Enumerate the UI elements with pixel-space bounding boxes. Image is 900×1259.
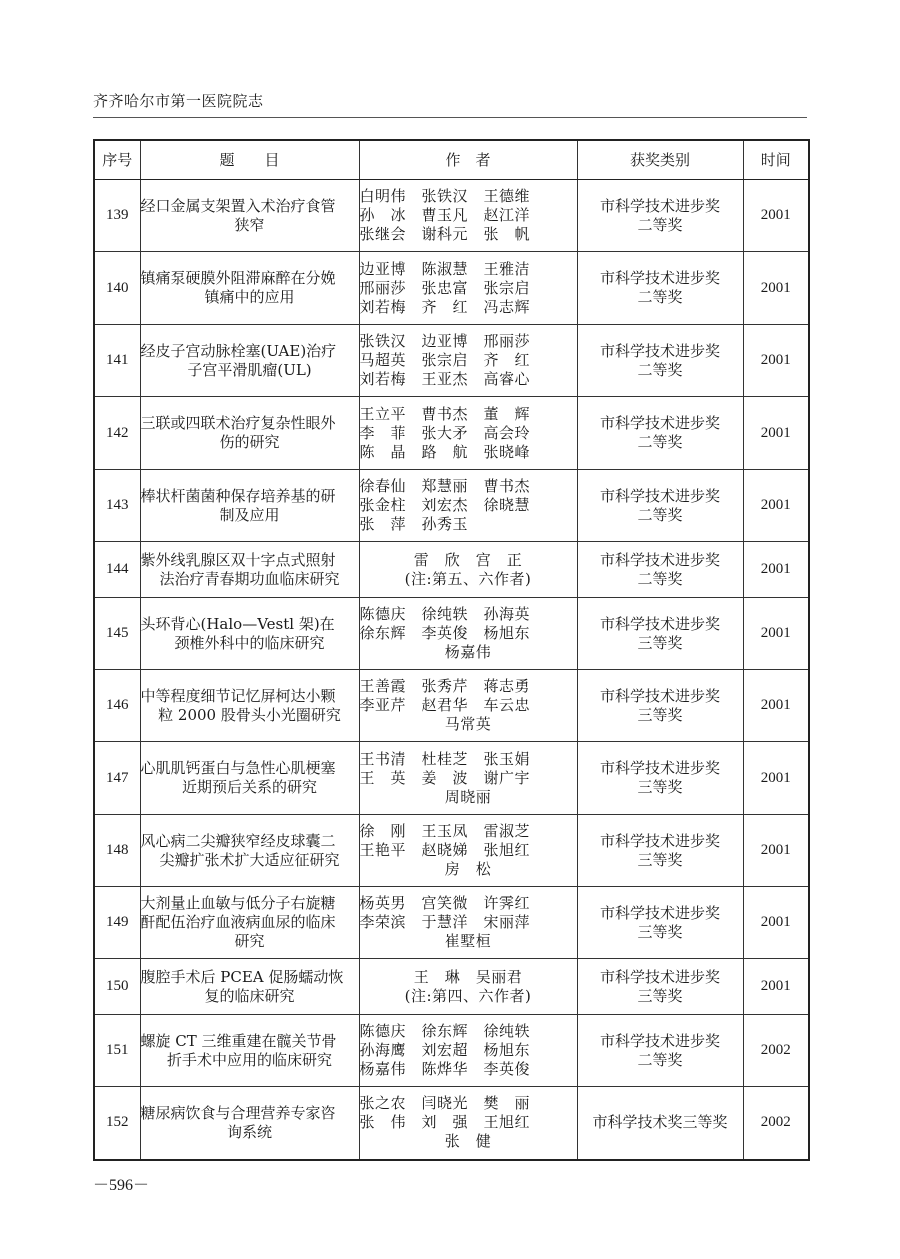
header-rule [93,117,807,118]
author-line: 张继会 谢科元 张 帆 [359,225,531,243]
cell-year: 2001 [743,959,809,1015]
table-row [94,397,809,470]
title-line: 酐配伍治疗血液病血尿的临床 [140,913,336,931]
cell-title [140,815,359,887]
category-line: 市科学技术进步奖 [599,550,720,569]
cell-category [577,397,743,470]
header-year: 时间 [743,140,809,180]
cell-authors [359,252,577,325]
author-line: 张之农 闫晓光 樊 丽 [359,1094,531,1113]
category-line: 市科学技术进步奖 [599,967,720,986]
category-line: 市科学技术进步奖 [599,414,720,432]
author-line: 张 健 [444,1132,492,1151]
category-line: 市科学技术进步奖 [599,341,720,360]
author-line: 孙 冰 曹玉凡 赵江洋 [359,206,531,224]
title-line: 风心病二尖瓣狭窄经皮球囊二 [140,831,336,850]
category-line: 二等奖 [637,215,683,234]
cell-year: 2001 [743,325,809,397]
cell-seq: 144 [94,542,140,598]
author-line: 白明伟 张铁汉 王德维 [359,187,531,205]
cell-category [577,742,743,815]
cell-seq: 139 [94,180,140,252]
cell-category [577,815,743,887]
cell-seq: 151 [94,1015,140,1087]
cell-category [577,670,743,742]
author-line: 孙海鹰 刘宏超 杨旭东 [359,1041,531,1059]
header-title: 题 目 [140,140,359,180]
category-line: 市科学技术进步奖 [599,486,720,505]
cell-category [577,470,743,542]
title-line: 研究 [234,932,265,950]
author-line: 王 英 姜 波 谢广宇 [359,768,531,787]
category-line: 市科学技术进步奖 [599,196,720,215]
cell-seq: 150 [94,959,140,1015]
category-line: 三等奖 [637,850,683,869]
header-authors: 作 者 [359,140,577,180]
author-line: 刘若梅 王亚杰 高睿心 [359,370,531,388]
author-line: 张铁汉 边亚博 邢丽莎 [359,332,531,350]
table-row [94,1015,809,1087]
author-line: 崔墅桓 [444,932,492,950]
cell-year: 2001 [743,180,809,252]
table-row [94,815,809,887]
cell-year: 2001 [743,252,809,325]
author-line: 雷 欣 宫 正 [413,550,523,569]
category-line: 三等奖 [637,705,683,724]
cell-title [140,252,359,325]
table-row [94,180,809,252]
cell-seq: 142 [94,397,140,470]
cell-year: 2001 [743,542,809,598]
category-line: 二等奖 [637,1050,683,1069]
cell-year: 2002 [743,1087,809,1160]
cell-seq: 147 [94,742,140,815]
title-line: 折手术中应用的临床研究 [166,1050,332,1069]
header-category: 获奖类别 [577,140,743,180]
title-line: 螺旋 CT 三维重建在髋关节骨 [140,1031,337,1050]
author-line: 边亚博 陈淑慧 王雅洁 [359,259,531,278]
cell-title [140,180,359,252]
cell-title [140,598,359,670]
cell-seq: 146 [94,670,140,742]
table-row [94,252,809,325]
title-line: 狭窄 [234,215,265,234]
author-line: 李 菲 张大矛 高会玲 [359,423,531,442]
author-line: 邢丽莎 张忠富 张宗启 [359,278,531,297]
title-line: 近期预后关系的研究 [181,778,317,796]
title-line: 大剂量止血敏与低分子右旋糖 [140,894,336,912]
cell-year: 2002 [743,1015,809,1087]
cell-category [577,1087,743,1160]
author-line: 陈德庆 徐东辉 徐纯轶 [359,1022,531,1040]
cell-seq: 143 [94,470,140,542]
author-line: 杨嘉伟 [444,643,492,661]
author-line: 马超英 张宗启 齐 红 [359,351,531,369]
category-line: 三等奖 [637,778,683,796]
table-row [94,598,809,670]
author-line: 王艳平 赵晓娣 张旭红 [359,841,531,859]
category-line: 市科学技术进步奖 [599,269,720,287]
table-row [94,470,809,542]
title-line: 制及应用 [219,505,280,524]
table-header-row [94,140,809,180]
cell-authors [359,325,577,397]
cell-title [140,1087,359,1160]
cell-title [140,887,359,959]
cell-title [140,325,359,397]
table-row [94,959,809,1015]
cell-authors [359,887,577,959]
author-line: 徐春仙 郑慧丽 曹书杰 [359,477,531,495]
title-line: 经皮子宫动脉栓塞(UAE)治疗 [140,341,337,360]
category-line: 市科学技术进步奖 [599,831,720,850]
title-line: 腹腔手术后 PCEA 促肠蠕动恢 [140,967,344,986]
cell-seq: 152 [94,1087,140,1160]
author-line: 徐东辉 李英俊 杨旭东 [359,624,531,642]
category-line: 三等奖 [637,986,683,1005]
category-line: 二等奖 [637,505,683,524]
cell-category [577,325,743,397]
author-line: 陈 晶 路 航 张晓峰 [359,442,531,461]
category-line: 三等奖 [637,922,683,941]
table-row [94,1087,809,1160]
title-line: 经口金属支架置入术治疗食管 [140,196,336,215]
category-line: 二等奖 [637,360,683,379]
table-row [94,887,809,959]
cell-year: 2001 [743,397,809,470]
category-line: 二等奖 [637,569,683,588]
title-line: 子宫平滑肌瘤(UL) [187,360,312,379]
title-line: 粒 2000 股骨头小光圈研究 [158,705,341,724]
cell-authors [359,742,577,815]
author-line: 李荣滨 于慧洋 宋丽萍 [359,913,531,931]
category-line: 市科学技术进步奖 [599,686,720,705]
cell-title [140,1015,359,1087]
cell-category [577,1015,743,1087]
cell-authors [359,180,577,252]
title-line: 伤的研究 [219,433,280,451]
category-line: 市科学技术进步奖 [599,614,720,633]
cell-title [140,670,359,742]
cell-authors [359,397,577,470]
title-line: 紫外线乳腺区双十字点式照射 [140,550,336,569]
category-line: 市科学技术奖三等奖 [592,1113,728,1132]
author-line: 王善霞 张秀芹 蒋志勇 [359,677,531,695]
author-line: 刘若梅 齐 红 冯志辉 [359,297,531,316]
table-row [94,325,809,397]
cell-title [140,742,359,815]
author-line: 马常英 [444,715,492,733]
cell-title [140,542,359,598]
title-line: 询系统 [226,1122,272,1141]
cell-category [577,959,743,1015]
author-line: 周晓丽 [444,787,492,806]
category-line: 二等奖 [637,433,683,451]
category-line: 市科学技术进步奖 [599,903,720,922]
cell-year: 2001 [743,887,809,959]
author-line: (注:第五、六作者) [404,569,532,588]
category-line: 市科学技术进步奖 [599,1031,720,1050]
title-line: 三联或四联术治疗复杂性眼外 [140,414,336,432]
cell-authors [359,815,577,887]
cell-category [577,180,743,252]
cell-seq: 140 [94,252,140,325]
cell-seq: 141 [94,325,140,397]
cell-seq: 149 [94,887,140,959]
cell-year: 2001 [743,815,809,887]
cell-year: 2001 [743,742,809,815]
author-line: 王 琳 吴丽君 [413,967,523,986]
title-line: 复的临床研究 [204,986,295,1005]
author-line: 杨嘉伟 陈烨华 李英俊 [359,1060,531,1078]
author-line: 徐 刚 王玉凤 雷淑芝 [359,822,531,840]
author-line: 李亚芹 赵君华 车云忠 [359,696,531,714]
table-row [94,542,809,598]
table-row [94,670,809,742]
cell-authors [359,1087,577,1160]
title-line: 法治疗青春期功血临床研究 [159,569,340,588]
cell-year: 2001 [743,470,809,542]
author-line: (注:第四、六作者) [404,986,532,1005]
author-line: 陈德庆 徐纯轶 孙海英 [359,605,531,623]
cell-title [140,470,359,542]
category-line: 三等奖 [637,633,683,652]
cell-authors [359,1015,577,1087]
cell-title [140,959,359,1015]
table-row [94,742,809,815]
author-line: 张 伟 刘 强 王旭红 [359,1113,531,1132]
cell-authors [359,598,577,670]
page-number: －596－ [93,1177,150,1194]
category-line: 二等奖 [637,288,683,306]
title-line: 颈椎外科中的临床研究 [174,633,325,652]
cell-title [140,397,359,470]
title-line: 头环背心(Halo—Vestl 架)在 [140,614,335,633]
title-line: 心肌肌钙蛋白与急性心肌梗塞 [140,759,336,777]
author-line: 房 松 [444,860,492,878]
title-line: 中等程度细节记忆屏柯达小颗 [140,686,336,705]
cell-category [577,598,743,670]
running-head: 齐齐哈尔市第一医院院志 [93,92,264,110]
cell-authors [359,542,577,598]
cell-category [577,887,743,959]
title-line: 糖尿病饮食与合理营养专家咨 [140,1103,336,1122]
author-line: 杨英男 宫笑微 许霁红 [359,894,531,912]
title-line: 棒状杆菌菌种保存培养基的研 [140,486,336,505]
cell-seq: 148 [94,815,140,887]
cell-authors [359,470,577,542]
header-seq: 序号 [94,140,140,180]
title-line: 镇痛中的应用 [204,288,295,306]
author-line: 张 萍 孙秀玉 [359,515,469,533]
awards-table [93,139,810,1161]
author-line: 王书清 杜桂芝 张玉娟 [359,749,531,768]
table-body [94,180,809,1160]
cell-authors [359,959,577,1015]
cell-category [577,542,743,598]
cell-year: 2001 [743,598,809,670]
cell-year: 2001 [743,670,809,742]
author-line: 王立平 曹书杰 董 辉 [359,404,531,423]
title-line: 镇痛泵硬膜外阻滞麻醉在分娩 [140,269,336,287]
cell-category [577,252,743,325]
cell-authors [359,670,577,742]
author-line: 张金柱 刘宏杰 徐晓慧 [359,496,531,514]
title-line: 尖瓣扩张术扩大适应征研究 [159,850,340,869]
category-line: 市科学技术进步奖 [599,759,720,777]
cell-seq: 145 [94,598,140,670]
